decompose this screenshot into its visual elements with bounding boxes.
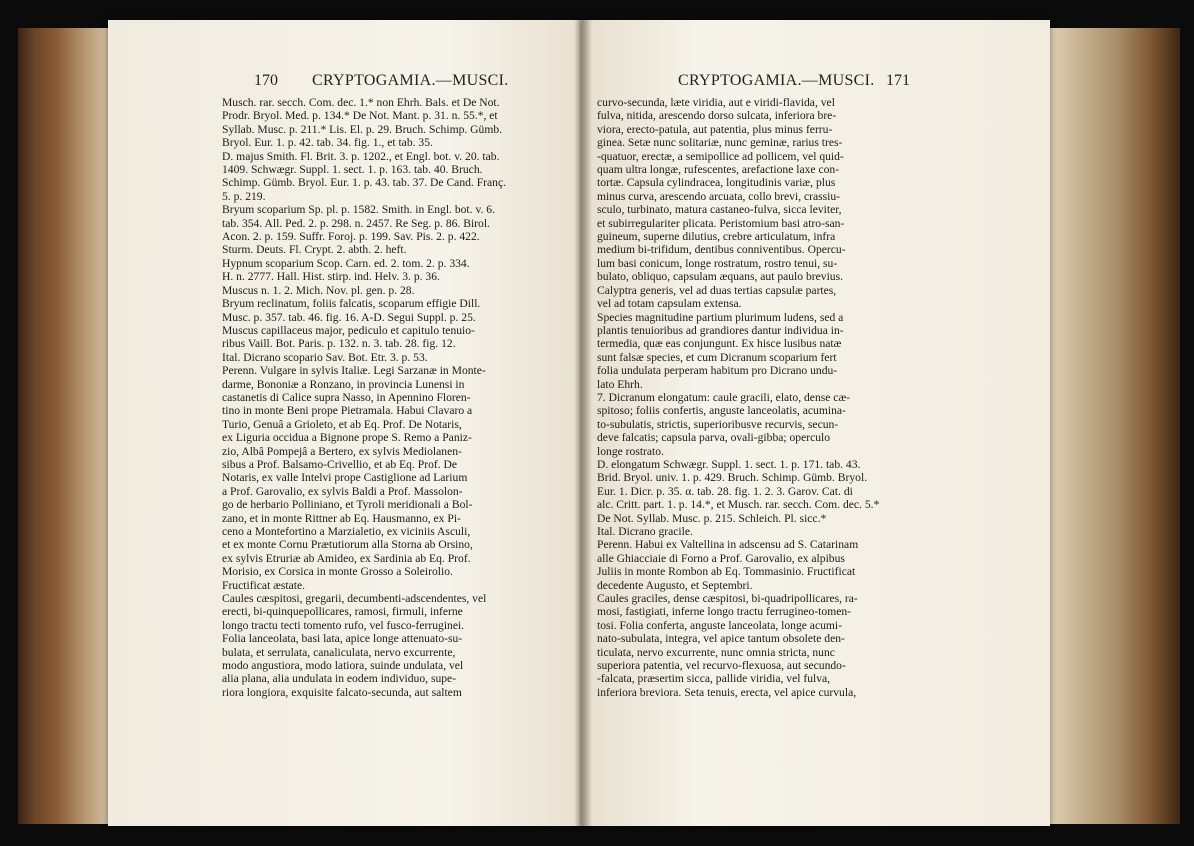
text-line: Acon. 2. p. 159. Suffr. Foroj. p. 199. Sav. Pis. 2. p. 422. — [222, 230, 480, 244]
text-line: Turio, Genuâ a Grioleto, et ab Eq. Prof. De Notaris, — [222, 417, 462, 431]
text-line: a Prof. Garovalio, ex sylvis Baldi a Prof. Massolon- — [222, 484, 463, 498]
text-line: ceno a Montefortino a Marzialetio, ex viciniis Asculi, — [222, 525, 471, 538]
text-line: -quatuor, erectæ, a semipollice ad pollicem, vel quid- — [597, 149, 844, 163]
text-line: Bryum reclinatum, foliis falcatis, scoparum effigie Dill. — [222, 297, 481, 311]
text-line: Schimp. Gümb. Bryol. Eur. 1. p. 43. tab. 37. De Cand. Franç. — [222, 176, 507, 190]
text-line: Musch. rar. secch. Com. dec. 1.* non Ehrh. Bals. et De Not. — [222, 96, 500, 109]
text-line: alia plana, alia undulata in eodem individuo, supe- — [222, 672, 457, 686]
text-line: Caules graciles, dense cæspitosi, bi-quadripollicares, ra- — [597, 592, 858, 606]
text-line: H. n. 2777. Hall. Hist. stirp. ind. Helv. 3. p. 36. — [222, 270, 440, 284]
text-line: bulata, et serrulata, canaliculata, nervo excurrente, — [222, 645, 456, 659]
text-line: Species magnitudine partium plurimum ludens, sed a — [597, 310, 844, 324]
text-line: Morisio, ex Corsica in monte Grosso a Soleirolio. — [222, 565, 453, 579]
text-line: quam ultra longæ, rufescentes, arefactione laxe con- — [597, 163, 840, 177]
text-line: lato Ehrh. — [597, 377, 643, 391]
text-line: inferiora breviora. Seta tenuis, erecta, vel apice curvula, — [597, 685, 857, 699]
text-line: termedia, quæ eas conjungunt. Ex hisce lusibus natæ — [597, 337, 842, 351]
text-line: Bryum scoparium Sp. pl. p. 1582. Smith. in Engl. bot. v. 6. — [222, 203, 495, 217]
text-line: nato-subulata, integra, vel apice tantum obsolete den- — [597, 632, 845, 646]
text-line: tosi. Folia conferta, anguste lanceolata, longe acumi- — [597, 618, 842, 632]
left-page-text — [222, 96, 544, 699]
text-line: alc. Critt. part. 1. p. 14.*, et Musch. rar. secch. Com. dec. 5.* — [597, 498, 880, 512]
text-line: Caules cæspitosi, gregarii, decumbenti-adscendentes, vel — [222, 592, 487, 606]
text-line: minus curva, arescendo arcuata, collo brevi, crassiu- — [597, 189, 841, 203]
text-line: folia undulata perperam habitum pro Dicrano undu- — [597, 364, 838, 378]
text-line: Perenn. Habui ex Valtellina in adscensu ad S. Catarinam — [597, 538, 859, 552]
text-line: bulato, obliquo, capsulam æquans, aut paulo brevius. — [597, 270, 844, 284]
text-line: longo tractu tecti tomento rufo, vel fusco-ferruginei. — [222, 618, 465, 632]
text-line: modo angustiora, modo latiora, suinde undulata, vel — [222, 659, 464, 673]
text-line: guineum, superne dilutius, crebre articulatum, infra — [597, 230, 836, 244]
text-line: viora, erecto-patula, aut patentia, plus minus ferru- — [597, 122, 833, 136]
text-line: fulva, nitida, arescendo dorso sulcata, inferiora bre- — [597, 109, 837, 123]
text-line: superiora patentia, vel recurvo-flexuosa, aut secundo- — [597, 659, 846, 673]
text-line: Bryol. Eur. 1. p. 42. tab. 34. fig. 1., et tab. 35. — [222, 136, 433, 150]
text-line: ginea. Setæ nunc solitariæ, nunc geminæ, rarius tres- — [597, 136, 843, 150]
text-line: medium bi-trifidum, dentibus conniventibus. Opercu- — [597, 243, 846, 257]
book-edge-left — [18, 28, 116, 824]
text-line: tino in monte Beni prope Pietramala. Habui Clavaro a — [222, 404, 473, 418]
text-line: Syllab. Musc. p. 211.* Lis. El. p. 29. Bruch. Schimp. Gümb. — [222, 122, 503, 136]
text-line: longe rostrato. — [597, 444, 664, 458]
text-line: D. elongatum Schwægr. Suppl. 1. sect. 1. p. 171. tab. 43. — [597, 457, 861, 471]
text-line: Perenn. Vulgare in sylvis Italiæ. Legi Sarzanæ in Monte- — [222, 364, 486, 378]
text-line: sibus a Prof. Balsamo-Crivellio, et ab Eq. Prof. De — [222, 457, 458, 471]
text-line: go de herbario Polliniano, et Tyroli meridionali a Bol- — [222, 498, 473, 512]
text-line: Ital. Dicrano gracile. — [597, 525, 693, 538]
book-gutter — [574, 20, 592, 826]
text-line: sunt falsæ species, et cum Dicranum scoparium fert — [597, 350, 837, 364]
text-line: riora longiora, exquisite falcato-secunda, aut saltem — [222, 685, 462, 699]
text-line: Prodr. Bryol. Med. p. 134.* De Not. Mant. p. 31. n. 55.*, et — [222, 109, 498, 123]
text-line: alle Ghiacciaie di Forno a Prof. Garovalio, ex alpibus — [597, 551, 845, 565]
text-line: 5. p. 219. — [222, 189, 266, 203]
right-page-text — [597, 96, 933, 699]
text-line: Fructificat æstate. — [222, 578, 306, 592]
text-line: spitoso; foliis confertis, anguste lanceolatis, acumina- — [597, 404, 846, 418]
text-line: Eur. 1. Dicr. p. 35. α. tab. 28. fig. 1. 2. 3. Garov. Cat. di — [597, 484, 853, 498]
text-line: Folia lanceolata, basi lata, apice longe attenuato-su- — [222, 632, 463, 646]
text-line: Sturm. Deuts. Fl. Crypt. 2. abth. 2. heft. — [222, 243, 407, 257]
book-edge-right — [1040, 28, 1180, 824]
right-page-number: 171 — [886, 72, 910, 89]
text-line: tortæ. Capsula cylindracea, longitudinis variæ, plus — [597, 176, 836, 190]
text-line: D. majus Smith. Fl. Brit. 3. p. 1202., et Engl. bot. v. 20. tab. — [222, 149, 500, 163]
text-line: Juliis in monte Rombon ab Eq. Tommasinio. Fructificat — [597, 565, 856, 579]
text-line: ex sylvis Etruriæ ab Amideo, ex Sardinia ab Eq. Prof. — [222, 551, 471, 565]
text-line: deve falcatis; capsula parva, ovali-gibba; operculo — [597, 431, 831, 445]
text-line: mosi, fastigiati, inferne longo tractu ferrugineo-tomen- — [597, 605, 852, 619]
text-line: et ex monte Cornu Prætutiorum alla Storna ab Orsino, — [222, 538, 473, 552]
text-line: Muscus capillaceus major, pediculo et capitulo tenuio- — [222, 323, 475, 337]
text-line: tab. 354. All. Ped. 2. p. 298. n. 2457. Re Seg. p. 86. Birol. — [222, 216, 490, 230]
text-line: curvo-secunda, læte viridia, aut e viridi-flavida, vel — [597, 96, 835, 109]
text-line: zio, Albâ Pompejâ a Bertero, ex sylvis Mediolanen- — [222, 444, 462, 458]
text-line: darme, Bononiæ a Ronzano, in provincia Lunensi in — [222, 377, 465, 391]
text-line: Muscus n. 1. 2. Mich. Nov. pl. gen. p. 28. — [222, 283, 415, 297]
left-page-number: 170 — [254, 72, 278, 89]
right-running-title: CRYPTOGAMIA.—MUSCI. — [678, 72, 875, 89]
text-line: decedente Augusto, et Septembri. — [597, 578, 753, 592]
text-line: lum basi conicum, longe rostratum, rostro tenui, su- — [597, 256, 838, 270]
right-page-header — [640, 70, 940, 94]
text-line: castanetis di Calice supra Nasso, in Apennino Floren- — [222, 390, 471, 404]
left-running-title: CRYPTOGAMIA.—MUSCI. — [312, 72, 509, 89]
text-line: ribus Vaill. Bot. Paris. p. 132. n. 3. tab. 28. fig. 12. — [222, 337, 456, 351]
text-line: ex Liguria occidua a Bignone prope S. Remo a Paniz- — [222, 431, 472, 445]
text-line: Musc. p. 357. tab. 46. fig. 16. A-D. Segui Suppl. p. 25. — [222, 310, 476, 324]
text-line: ticulata, nervo excurrente, nunc omnia stricta, nunc — [597, 645, 835, 659]
text-line: vel ad totam capsulam extensa. — [597, 297, 742, 311]
text-line: Ital. Dicrano scopario Sav. Bot. Etr. 3. p. 53. — [222, 350, 428, 364]
text-line: plantis tenuioribus ad grandiores dantur individua in- — [597, 323, 844, 337]
text-line: et subirregulariter plicata. Peristomium basi atro-san- — [597, 216, 845, 230]
text-line: sculo, turbinato, matura castaneo-fulva, sicca leviter, — [597, 203, 842, 217]
text-line: zano, et in monte Rittner ab Eq. Hausmanno, ex Pi- — [222, 511, 461, 525]
text-line: to-subulatis, strictis, superioribusve recurvis, secun- — [597, 417, 839, 431]
text-line: Hypnum scoparium Scop. Carn. ed. 2. tom. 2. p. 334. — [222, 256, 470, 270]
text-line: 1409. Schwægr. Suppl. 1. sect. 1. p. 163. tab. 40. Bruch. — [222, 163, 483, 177]
text-line: 7. Dicranum elongatum: caule gracili, elato, dense cæ- — [597, 390, 851, 404]
text-line: Notaris, ex valle Intelvi prope Castiglione ad Larium — [222, 471, 468, 485]
left-page-header — [230, 70, 550, 94]
text-line: De Not. Syllab. Musc. p. 215. Schleich. Pl. sicc.* — [597, 511, 827, 525]
text-line: -falcata, præsertim sicca, pallide viridia, vel fulva, — [597, 672, 831, 686]
text-line: Calyptra generis, vel ad duas tertias capsulæ partes, — [597, 283, 837, 297]
text-line: Brid. Bryol. univ. 1. p. 429. Bruch. Schimp. Gümb. Bryol. — [597, 471, 868, 485]
text-line: erecti, bi-quinquepollicares, ramosi, firmuli, inferne — [222, 605, 463, 619]
